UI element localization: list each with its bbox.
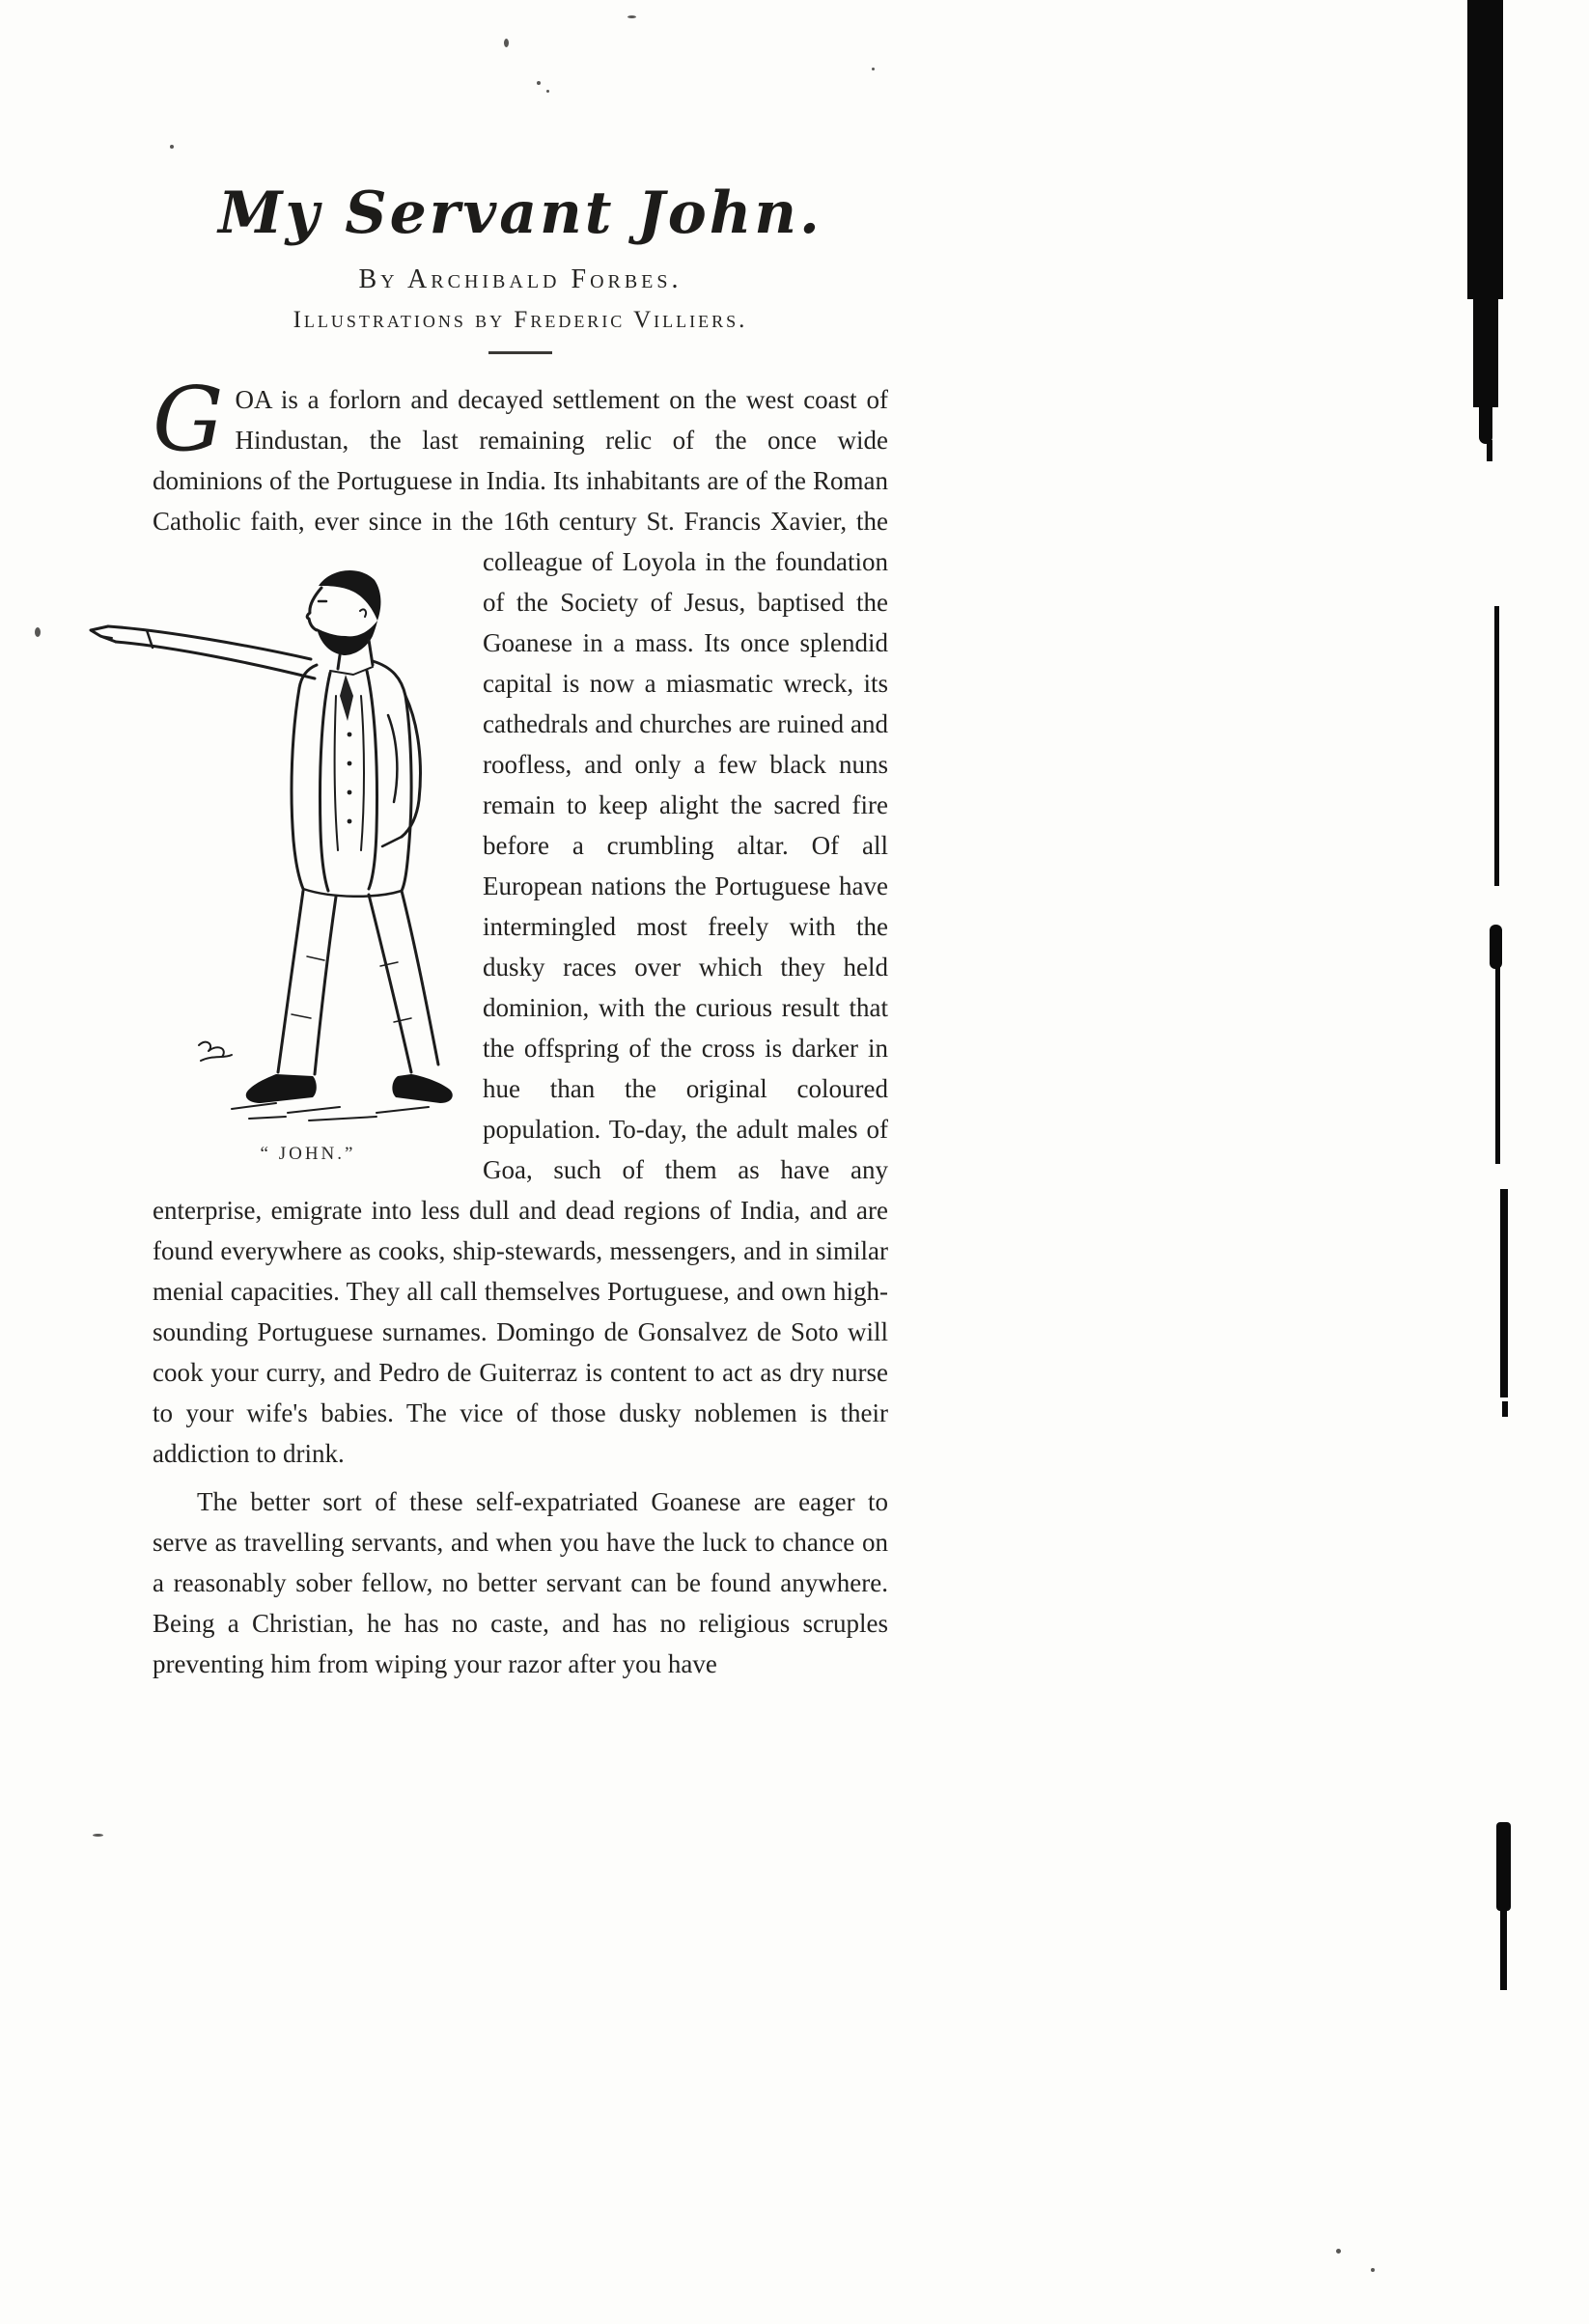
binding-mark <box>1502 1401 1508 1417</box>
ink-speck <box>546 90 549 93</box>
binding-mark <box>1500 1189 1508 1397</box>
paragraph-1 <box>153 368 888 1474</box>
ink-speck <box>504 39 509 47</box>
ink-speck <box>1371 2268 1375 2272</box>
binding-mark <box>1496 1822 1511 1911</box>
article-title: My Servant John. <box>218 180 822 247</box>
man-pointing-illustration <box>87 551 465 1130</box>
article-column <box>153 180 888 1684</box>
binding-mark <box>1467 0 1503 299</box>
author-byline: By Archibald Forbes. <box>358 264 683 294</box>
ink-speck <box>1336 2249 1341 2254</box>
ink-speck <box>93 1834 103 1837</box>
binding-mark <box>1490 925 1502 969</box>
ink-speck <box>35 627 41 637</box>
article-body <box>153 368 888 1684</box>
ink-speck <box>537 81 541 85</box>
illustrator-credit: Illustrations by Frederic Villiers. <box>293 307 748 333</box>
paragraph-2: The better sort of these self-expatriated Goanese are eager to serve as travelling servants, and when you have the luck to chance on a reasonably sober fellow, no better servant can be found anywhere. Being a Christian, he has no caste, and has no religious scruples preventing him from wiping your razor after you have <box>153 1487 888 1678</box>
ink-speck <box>872 68 875 70</box>
binding-mark <box>1487 440 1492 461</box>
illustration-figure <box>87 551 465 1175</box>
binding-mark <box>1473 299 1498 407</box>
paragraph-1-lead: OA is a forlorn and decayed settlement on the west coast of Hindustan, the last remaining relic of the once wide dominions of the Portuguese in India. Its inhabitants are of the Roman Catholic faith, ever since in the 16th century St. Francis <box>153 385 888 536</box>
section-divider <box>488 351 552 354</box>
illustration-caption: “ JOHN.” <box>260 1144 356 1164</box>
binding-mark <box>1500 1909 1507 1990</box>
paragraph-1-rest: Xavier, the colleague of Loyola in the foundation of the Society of Jesus, baptised the Goanese in a mass. Its once splendid capital is now a miasmatic wreck, its cathedrals and churches are ruined and roofless, and only a few black nuns remain to keep alight the sacred fire before a crumbling altar. Of all European nations the Portuguese have intermingled most freely with the dusky races over which they held dominion, with the curious result that the offspring of the cross is darker in hue than the original coloured population. To-day, the adult males of Goa, such of them as have any enterprise, emigrate into less dull and dead regions of India, and are found everywhere as cooks, ship-stewards, messengers, and in similar menial capacities. They all call themselves Portuguese, and own high-sounding Portuguese surnames. Domingo de Gonsalvez de Soto will cook your curry, and Pedro de Guiterraz is content to act as dry nurse to your wife's babies. The vice of those dusky noblemen is their addiction to drink. <box>153 507 888 1468</box>
binding-mark <box>1494 606 1499 886</box>
binding-mark <box>1479 405 1492 444</box>
ink-speck <box>170 145 174 149</box>
drop-cap: G <box>153 368 224 471</box>
binding-mark <box>1495 967 1500 1164</box>
ink-speck <box>627 15 636 18</box>
